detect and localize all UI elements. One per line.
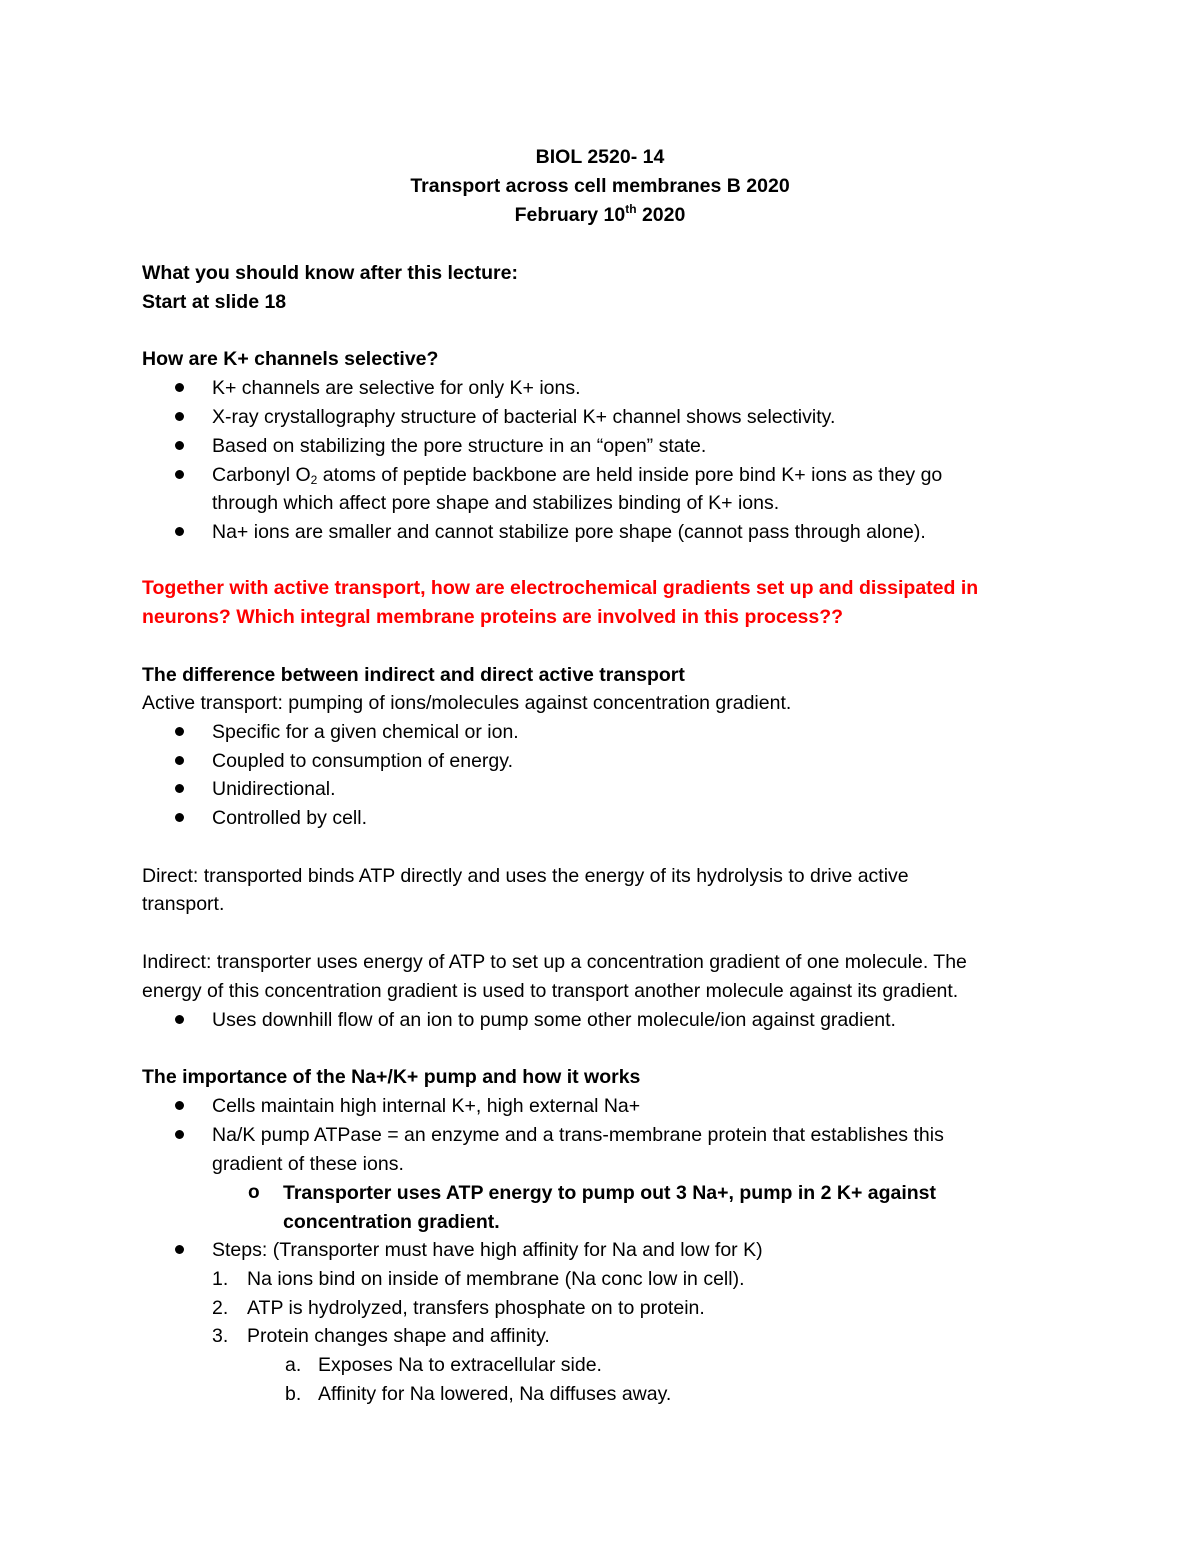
direct-line-1: Direct: transported binds ATP directly and uses the energy of its hydrolysis to drive active	[142, 865, 909, 887]
question-line-1: Together with active transport, how are electrochemical gradients set up and dissipated in	[142, 577, 979, 599]
step-3: Protein changes shape and affinity.	[247, 1325, 550, 1347]
lecture-title: Transport across cell membranes B 2020	[410, 175, 790, 197]
bullet-icon	[175, 756, 184, 765]
indirect-bullet: Uses downhill flow of an ion to pump some other molecule/ion against gradient.	[212, 1009, 896, 1031]
pump-sub-bullet: Transporter uses ATP energy to pump out 3 Na+, pump in 2 K+ against	[283, 1182, 937, 1204]
bullet-icon	[175, 1101, 184, 1110]
active-heading: The difference between indirect and direct active transport	[142, 664, 685, 686]
active-bullet-3: Unidirectional.	[212, 778, 336, 800]
active-bullet-1: Specific for a given chemical or ion.	[212, 721, 519, 743]
pump-bullet-2-cont: gradient of these ions.	[212, 1153, 404, 1175]
bullet-icon	[175, 527, 184, 536]
steps-bullet: Steps: (Transporter must have high affinity for Na and low for K)	[212, 1239, 763, 1261]
bullet-icon	[175, 727, 184, 736]
bullet-icon	[175, 1015, 184, 1024]
k-bullet-4-cont: through which affect pore shape and stabilizes binding of K+ ions.	[212, 492, 780, 514]
k-bullet-3: Based on stabilizing the pore structure in an “open” state.	[212, 435, 707, 457]
pump-heading: The importance of the Na+/K+ pump and how it works	[142, 1066, 641, 1088]
start-slide: Start at slide 18	[142, 291, 287, 313]
active-bullet-4: Controlled by cell.	[212, 807, 367, 829]
indirect-line-2: energy of this concentration gradient is used to transport another molecule against its gradient.	[142, 980, 959, 1002]
step-number: 3.	[212, 1325, 229, 1347]
pump-bullet-2: Na/K pump ATPase = an enzyme and a trans-membrane protein that establishes this	[212, 1124, 944, 1146]
bullet-icon	[175, 1130, 184, 1139]
substep-b: Affinity for Na lowered, Na diffuses away.	[318, 1383, 672, 1405]
k-bullet-5: Na+ ions are smaller and cannot stabilize pore shape (cannot pass through alone).	[212, 521, 926, 543]
know-heading: What you should know after this lecture:	[142, 262, 518, 284]
question-line-2: neurons? Which integral membrane proteins are involved in this process??	[142, 606, 844, 628]
k-channels-heading: How are K+ channels selective?	[142, 348, 439, 370]
pump-sub-bullet-cont: concentration gradient.	[283, 1211, 500, 1233]
pump-bullet-1: Cells maintain high internal K+, high external Na+	[212, 1095, 641, 1117]
course-code: BIOL 2520- 14	[535, 146, 665, 168]
step-1: Na ions bind on inside of membrane (Na conc low in cell).	[247, 1268, 745, 1290]
active-bullet-2: Coupled to consumption of energy.	[212, 750, 513, 772]
direct-line-2: transport.	[142, 893, 225, 915]
bullet-icon	[175, 470, 184, 479]
sub-bullet-marker: o	[248, 1182, 260, 1203]
k-bullet-1: K+ channels are selective for only K+ ions.	[212, 377, 581, 399]
substep-a: Exposes Na to extracellular side.	[318, 1354, 602, 1376]
bullet-icon	[175, 784, 184, 793]
k-bullet-4: Carbonyl $O_2$ atoms of peptide backbone are held inside pore bind K+ ions as they go	[212, 464, 943, 487]
step-2: ATP is hydrolyzed, transfers phosphate on to protein.	[247, 1297, 705, 1319]
bullet-icon	[175, 1245, 184, 1254]
bullet-icon	[175, 412, 184, 421]
substep-letter: b.	[285, 1383, 302, 1405]
step-number: 1.	[212, 1268, 229, 1290]
k-bullet-2: X-ray crystallography structure of bacterial K+ channel shows selectivity.	[212, 406, 836, 428]
bullet-icon	[175, 813, 184, 822]
bullet-icon	[175, 441, 184, 450]
substep-letter: a.	[285, 1354, 302, 1376]
bullet-icon	[175, 383, 184, 392]
active-definition: Active transport: pumping of ions/molecules against concentration gradient.	[142, 692, 792, 714]
indirect-line-1: Indirect: transporter uses energy of ATP to set up a concentration gradient of one molecule. The	[142, 951, 967, 973]
lecture-date: February 10th 2020	[514, 202, 686, 226]
step-number: 2.	[212, 1297, 229, 1319]
